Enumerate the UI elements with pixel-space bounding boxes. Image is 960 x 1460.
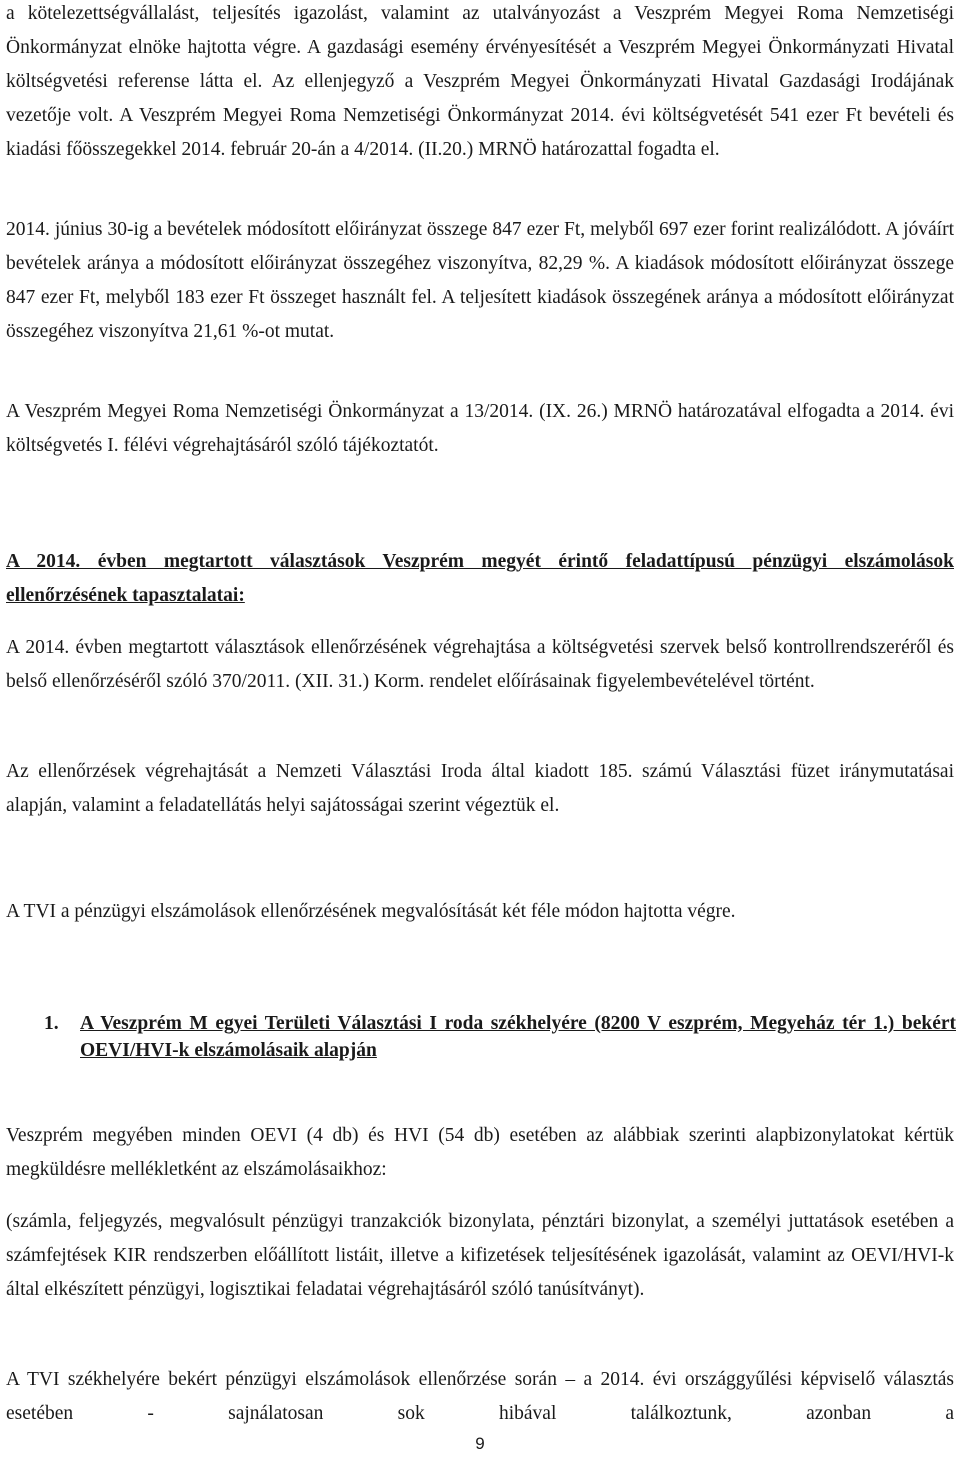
paragraph-audit-basis: A 2014. évben megtartott választások ellenőrzésének végrehajtása a költségvetési szervek belső kontrollrendszeréről és belső ellenőrzéséről szóló 370/2011. (XII. 31.) Korm. rendelet előírásainak figyelembevételével történt. <box>6 637 954 692</box>
paragraph-audit-findings: A TVI székhelyére bekért pénzügyi elszámolások ellenőrzése során – a 2014. évi országgyűlési képviselő választás esetében - sajnálatosan sok hibával találkoztunk, azonban a <box>6 1369 954 1424</box>
paragraph-half-year-figures: 2014. június 30-ig a bevételek módosított előirányzat összege 847 ezer Ft, melyből 697 ezer forint realizálódott. A jóváírt bevételek aránya a módosított előirányzat összegéhez viszonyítva, 82,29 %. A kiadások módosított előirányzat összege 847 ezer Ft, melyből 183 ezer Ft összeget használt fel. A teljesített kiadások összegének aránya a módosított előirányzat összegéhez viszonyítva 21,61 %-ot mutat. <box>6 219 954 342</box>
paragraph-budget-approval: a kötelezettségvállalást, teljesítés igazolást, valamint az utalványozást a Veszprém Megyei Roma Nemzetiségi Önkormányzat elnöke hajtotta végre. A gazdasági esemény érvényesítését a Veszprém Megyei Önkormányzati Hivatal költségvetési referense látta el. Az ellenjegyző a Veszprém Megyei Önkormányzati Hivatal Gazdasági Irodájának vezetője volt. A Veszprém Megyei Roma Nemzetiségi Önkormányzat 2014. évi költségvetését 541 ezer Ft bevételi és kiadási főösszegekkel 2014. február 20-án a 4/2014. (II.20.) MRNÖ határozattal fogadta el. <box>6 3 954 160</box>
numbered-item-text: A Veszprém M egyei Területi Választási I roda székhelyére (8200 V eszprém, Megyeház tér 1.) bekért OEVI/HVI-k elszámolásaik alapján <box>80 1013 956 1061</box>
paragraph-documents-requested: Veszprém megyében minden OEVI (4 db) és HVI (54 db) esetében az alábbiak szerinti alapbizonylatokat kértük megküldésre mellékletként az elszámolásaikhoz: <box>6 1125 954 1180</box>
page-number: 9 <box>475 1434 485 1453</box>
paragraph-audit-guidelines: Az ellenőrzések végrehajtását a Nemzeti Választási Iroda által kiadott 185. számú Választási füzet iránymutatásai alapján, valamint a feladatellátás helyi sajátosságai szerint végeztük el. <box>6 761 954 816</box>
paragraph-report-approval: A Veszprém Megyei Roma Nemzetiségi Önkormányzat a 13/2014. (IX. 26.) MRNÖ határozatával elfogadta a 2014. évi költségvetés I. félévi végrehajtásáról szóló tájékoztatót. <box>6 401 954 456</box>
section-heading-election-audit: A 2014. évben megtartott választások Veszprém megyét érintő feladattípusú pénzügyi elszámolások ellenőrzésének tapasztalatai: <box>6 551 954 606</box>
paragraph-two-methods: A TVI a pénzügyi elszámolások ellenőrzésének megvalósítását két féle módon hajtotta végre. <box>6 901 736 922</box>
paragraph-document-list: (számla, feljegyzés, megvalósult pénzügyi tranzakciók bizonylata, pénztári bizonylat, a személyi juttatások esetében a számfejtések KIR rendszerben előállított listáit, illetve a kifizetések teljesítésének igazolását, valamint az OEVI/HVI-k által elkészített pénzügyi, logisztikai feladatai végrehajtásáról szóló tanúsítványt). <box>6 1211 954 1300</box>
numbered-item-marker: 1. <box>44 1013 59 1034</box>
numbered-item-1 <box>44 1010 956 1064</box>
